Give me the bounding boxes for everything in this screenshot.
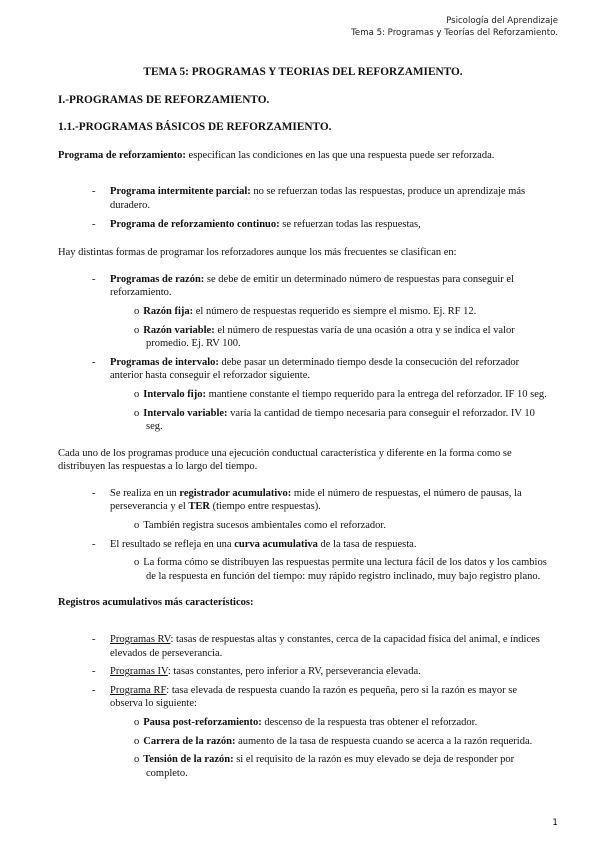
header-topic: Tema 5: Programas y Teorías del Reforzamiento. <box>351 28 558 38</box>
list-item: - Programas IV: tasas constantes, pero inferior a RV, perseverancia elevada. <box>92 666 421 678</box>
section-heading: I.-PROGRAMAS DE REFORZAMIENTO. <box>58 93 270 106</box>
list-item-curva: - El resultado se refleja en una curva acumulativa de la tasa de respuesta. <box>92 538 417 550</box>
page-header <box>351 15 558 39</box>
list-item-intervalo: - Programas de intervalo: debe pasar un determinado tiempo desde la consecución del reforzador anterior hasta conseguir el reforzador siguiente. <box>92 356 520 382</box>
list-item-registrador: - Se realiza en un registrador acumulativo: mide el número de respuestas, el número de pausas, la perseverancia y el TER (tiempo entre respuestas). <box>92 487 522 513</box>
sublist-item: o Intervalo variable: varía la cantidad de tiempo necesaria para conseguir el reforzador. IV 10 seg. <box>134 407 535 433</box>
list-item: - Programa intermitente parcial: no se refuerzan todas las respuestas, produce un aprendizaje más duradero. <box>92 186 526 211</box>
sublist-item: o Tensión de la razón: si el requisito de la razón es muy elevado se deja de responder por completo. <box>134 754 515 779</box>
sublist-item: o También registra sucesos ambientales como el reforzador. <box>134 520 386 532</box>
sublist-item: o Razón fija: el número de respuestas requerido es siempre el mismo. Ej. RF 12. <box>134 305 477 317</box>
subsection-heading: 1.1.-PROGRAMAS BÁSICOS DE REFORZAMIENTO. <box>58 121 332 134</box>
list-item: - Programa de reforzamiento continuo: se refuerzan todas las respuestas, <box>92 218 421 230</box>
records-heading: Registros acumulativos más característicos: <box>58 597 254 609</box>
list-item: - Programa RF: tasa elevada de respuesta cuando la razón es pequeña, pero si la razón es mayor se observa lo siguiente: <box>92 684 518 710</box>
sublist-item: o Razón variable: el número de respuestas varía de una ocasión a otra y se indica el valor promedio. Ej. RV 100. <box>134 324 515 350</box>
records-list <box>58 633 548 780</box>
definition-paragraph: Programa de reforzamiento: especifican las condiciones en las que una respuesta puede ser reforzada. <box>58 149 495 161</box>
document-body <box>58 66 548 785</box>
page-title: TEMA 5: PROGRAMAS Y TEORIAS DEL REFORZAMIENTO. <box>143 66 463 78</box>
list-item: - Programas RV: tasas de respuestas altas y constantes, cerca de la capacidad física del animal, e índices elevados de perseverancia. <box>92 634 540 659</box>
sublist-item: o La forma cómo se distribuyen las respuestas permite una lectura fácil de los datos y los cambios de la respuesta en función del tiempo: muy rápido registro inclinado, muy bajo registro plano. <box>134 557 547 582</box>
sublist-item: o Carrera de la razón: aumento de la tasa de respuesta cuando se acerca a la razón requerida. <box>134 735 533 747</box>
list-item-razon: - Programas de razón: se debe de emitir un determinado número de respuestas para conseguir el reforzamiento. <box>92 273 514 299</box>
sublist-item: o Pausa post-reforzamiento: descenso de la respuesta tras obtener el reforzador. <box>134 717 478 728</box>
page-number: 1 <box>552 818 558 828</box>
execution-paragraph: Cada uno de los programas produce una ejecución conductual característica y diferente en la forma como se distribuyen las respuestas a lo largo del tiempo. <box>58 447 512 473</box>
intro-paragraph: Hay distintas formas de programar los reforzadores aunque los más frecuentes se clasifican en: <box>58 247 457 259</box>
header-course: Psicología del Aprendizaje <box>446 16 558 26</box>
recorder-list <box>58 487 548 584</box>
schedule-classes-list <box>58 273 548 434</box>
program-types-list <box>58 185 548 231</box>
sublist-item: o Intervalo fijo: mantiene constante el tiempo requerido para la entrega del reforzador. IF 10 seg. <box>134 388 547 400</box>
